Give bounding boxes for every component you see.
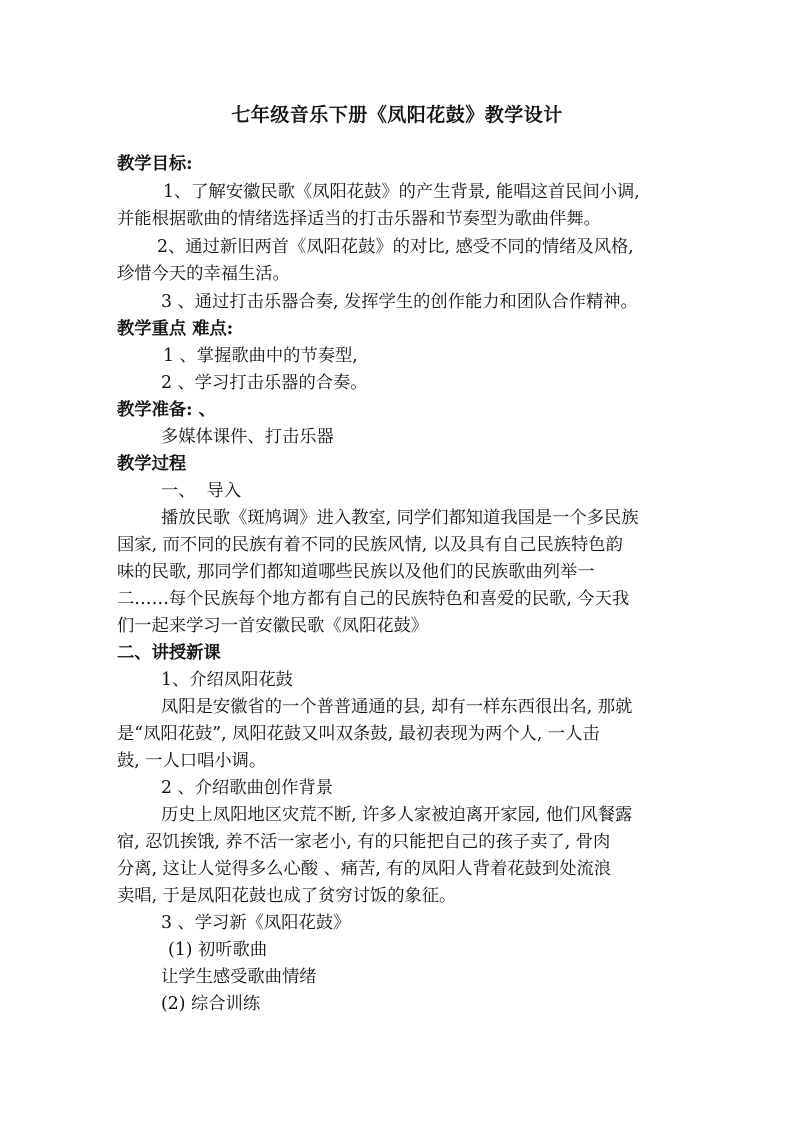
paragraph-line: 历史上凤阳地区灾荒不断, 许多人家被迫离开家园, 他们风餐露 — [161, 805, 633, 825]
paragraph-line: 鼓, 一人口唱小调。 — [117, 751, 267, 771]
paragraph-line: 卖唱, 于是凤阳花鼓也成了贫穷讨饭的象征。 — [117, 886, 457, 906]
paragraph-line: 3 、学习新《凤阳花鼓》 — [161, 913, 351, 933]
paragraph-line: 3 、通过打击乐器合奏, 发挥学生的创作能力和团队合作精神。 — [161, 292, 638, 312]
paragraph-line: 宿, 忍饥挨饿, 养不活一家老小, 有的只能把自己的孩子卖了, 骨肉 — [117, 832, 611, 852]
paragraph-line: 分离, 这让人觉得多么心酸 、痛苦, 有的凤阳人背着花鼓到处流浪 — [117, 859, 612, 879]
heading-preparation: 教学准备: 、 — [117, 400, 216, 420]
paragraph-line: 珍惜今天的幸福生活。 — [117, 264, 290, 284]
paragraph-line: 2、通过新旧两首《凤阳花鼓》的对比, 感受不同的情绪及风格, — [157, 237, 634, 257]
heading-process: 教学过程 — [117, 454, 187, 474]
paragraph-line: 二……每个民族每个地方都有自己的民族特色和喜爱的民歌, 今天我 — [117, 589, 630, 609]
heading-new-lesson: 二、讲授新课 — [117, 643, 221, 663]
paragraph-line: 并能根据歌曲的情绪选择适当的打击乐器和节奏型为歌曲伴舞。 — [117, 209, 601, 229]
paragraph-line: 让学生感受歌曲情绪 — [161, 967, 317, 987]
paragraph-line: 1 、掌握歌曲中的节奏型, — [163, 346, 358, 366]
paragraph-line: 国家, 而不同的民族有着不同的民族风情, 以及具有自己民族特色韵 — [117, 535, 623, 555]
paragraph-line: (2) 综合训练 — [161, 994, 261, 1014]
heading-objectives: 教学目标: — [117, 154, 193, 174]
paragraph-line: 凤阳是安徽省的一个普普通通的县, 却有一样东西很出名, 那就 — [161, 697, 633, 717]
heading-key-points: 教学重点 难点: — [117, 319, 234, 339]
section-heading: 一、 导入 — [161, 481, 242, 501]
paragraph-line: 播放民歌《斑鸠调》进入教室, 同学们都知道我国是一个多民族 — [161, 508, 639, 528]
paragraph-line: 多媒体课件、打击乐器 — [161, 427, 334, 447]
paragraph-line: (1) 初听歌曲 — [168, 940, 268, 960]
document-title: 七年级音乐下册《凤阳花鼓》教学设计 — [231, 104, 563, 126]
paragraph-line: 2 、学习打击乐器的合奏。 — [161, 373, 368, 393]
paragraph-line: 1、了解安徽民歌《凤阳花鼓》的产生背景, 能唱这首民间小调, — [163, 182, 640, 202]
paragraph-line: 2 、介绍歌曲创作背景 — [161, 778, 334, 798]
paragraph-line: 1、介绍凤阳花鼓 — [161, 670, 293, 690]
paragraph-line: 是“凤阳花鼓”, 凤阳花鼓又叫双条鼓, 最初表现为两个人, 一人击 — [117, 724, 600, 744]
paragraph-line: 们一起来学习一首安徽民歌《凤阳花鼓》 — [117, 616, 429, 636]
paragraph-line: 味的民歌, 那同学们都知道哪些民族以及他们的民族歌曲列举一 — [117, 562, 595, 582]
